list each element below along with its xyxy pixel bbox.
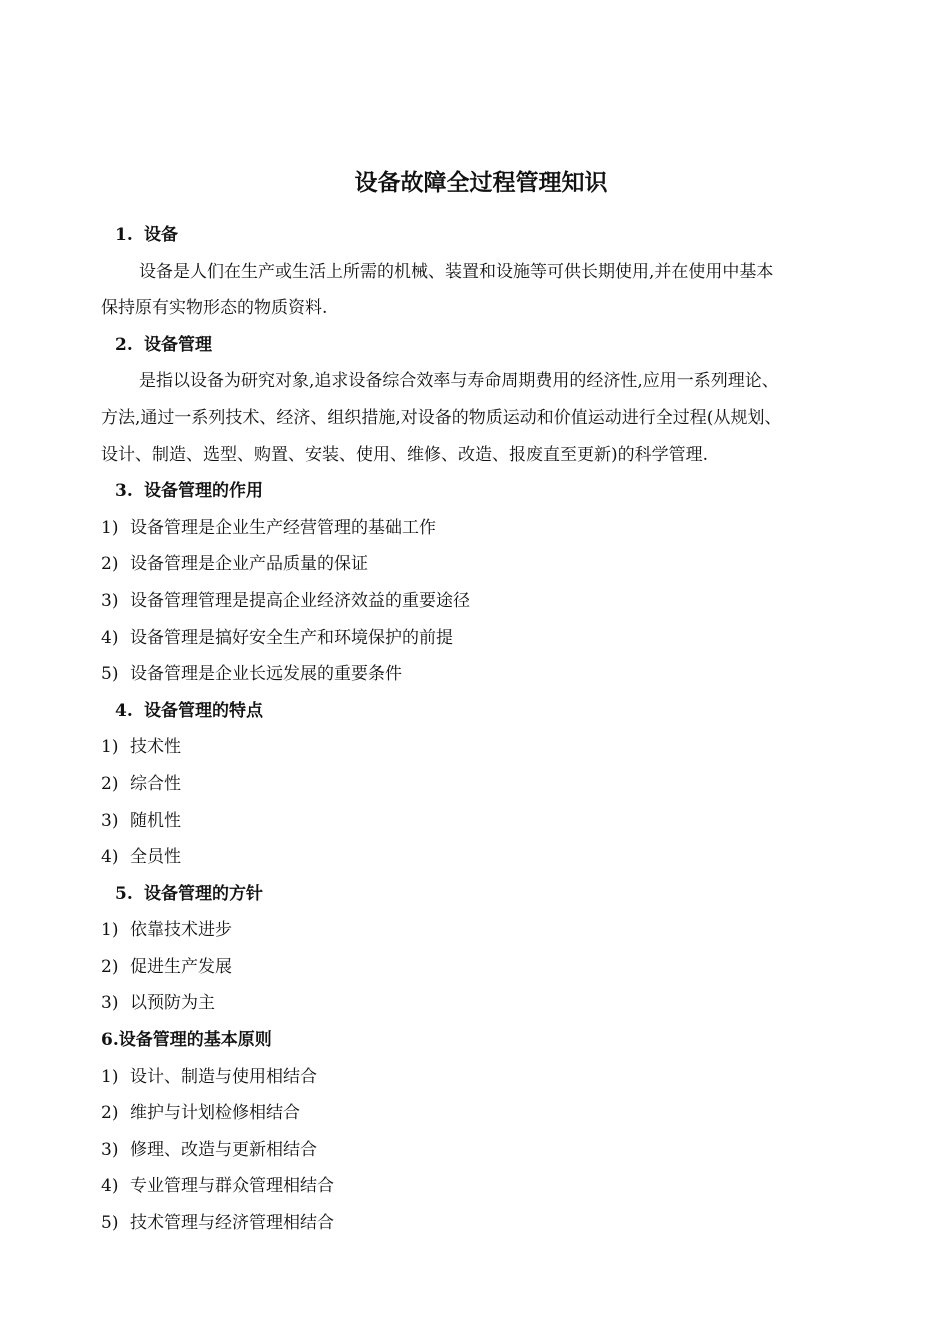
list-item-text: 促进生产发展 bbox=[130, 956, 232, 977]
paragraph-line bbox=[101, 290, 876, 327]
list-item-text: 设备管理是企业生产经营管理的基础工作 bbox=[130, 517, 436, 538]
list-item-number: 3) bbox=[101, 993, 119, 1014]
list-item-text: 全员性 bbox=[130, 847, 181, 868]
section-title: 设备管理的作用 bbox=[144, 481, 263, 502]
paragraph-text: 方法,通过一系列技术、经济、组织措施,对设备的物质运动和价值运动进行全过程(从规划、 bbox=[101, 407, 782, 428]
list-item-text: 设计、制造与使用相结合 bbox=[130, 1066, 317, 1087]
list-item bbox=[101, 620, 876, 657]
section-number: 2. bbox=[115, 334, 133, 355]
section-heading bbox=[101, 876, 876, 913]
list-item-text: 技术管理与经济管理相结合 bbox=[130, 1213, 334, 1234]
list-item-number: 3) bbox=[101, 1139, 119, 1160]
list-item-text: 修理、改造与更新相结合 bbox=[130, 1139, 317, 1160]
list-item-number: 5) bbox=[101, 664, 119, 685]
section-title: 设备管理的基本原则 bbox=[118, 1030, 272, 1051]
list-item bbox=[101, 729, 876, 766]
list-item-number: 2) bbox=[101, 773, 119, 794]
list-item bbox=[101, 1205, 876, 1242]
list-item-number: 4) bbox=[101, 847, 119, 868]
section-heading bbox=[101, 217, 876, 254]
section-number: 6. bbox=[101, 1030, 119, 1051]
paragraph-text: 设备是人们在生产或生活上所需的机械、装置和设施等可供长期使用,并在使用中基本 bbox=[139, 261, 774, 282]
list-item bbox=[101, 766, 876, 803]
list-item bbox=[101, 1059, 876, 1096]
section-number: 3. bbox=[115, 481, 133, 502]
document-body bbox=[101, 217, 876, 1242]
paragraph-line bbox=[101, 400, 876, 437]
paragraph-text: 是指以设备为研究对象,追求设备综合效率与寿命周期费用的经济性,应用一系列理论、 bbox=[139, 371, 779, 392]
paragraph-line bbox=[101, 254, 876, 291]
list-item-number: 3) bbox=[101, 810, 119, 831]
section-heading bbox=[101, 473, 876, 510]
list-item bbox=[101, 656, 876, 693]
list-item-number: 5) bbox=[101, 1213, 119, 1234]
document-title: 设备故障全过程管理知识 bbox=[354, 170, 608, 196]
list-item-number: 4) bbox=[101, 1176, 119, 1197]
list-item-text: 以预防为主 bbox=[130, 993, 215, 1014]
list-item-text: 专业管理与群众管理相结合 bbox=[130, 1176, 334, 1197]
list-item-number: 1) bbox=[101, 737, 119, 758]
list-item bbox=[101, 803, 876, 840]
list-item-number: 2) bbox=[101, 554, 119, 575]
paragraph-text: 设计、制造、选型、购置、安装、使用、维修、改造、报废直至更新)的科学管理. bbox=[101, 444, 709, 465]
list-item-number: 4) bbox=[101, 627, 119, 648]
list-item bbox=[101, 510, 876, 547]
section-title: 设备管理的方针 bbox=[144, 883, 263, 904]
paragraph-line bbox=[101, 437, 876, 474]
list-item-number: 3) bbox=[101, 590, 119, 611]
section-heading bbox=[101, 1022, 876, 1059]
section-number: 5. bbox=[115, 883, 133, 904]
list-item bbox=[101, 546, 876, 583]
list-item-text: 随机性 bbox=[130, 810, 181, 831]
list-item-number: 2) bbox=[101, 956, 119, 977]
section-title: 设备管理的特点 bbox=[144, 700, 263, 721]
list-item-number: 2) bbox=[101, 1103, 119, 1124]
list-item-text: 设备管理管理是提高企业经济效益的重要途径 bbox=[130, 590, 470, 611]
paragraph-text: 保持原有实物形态的物质资料. bbox=[101, 298, 328, 319]
section-heading bbox=[101, 327, 876, 364]
list-item-text: 技术性 bbox=[130, 737, 181, 758]
list-item-text: 综合性 bbox=[130, 773, 181, 794]
list-item bbox=[101, 912, 876, 949]
list-item bbox=[101, 985, 876, 1022]
list-item bbox=[101, 1095, 876, 1132]
section-number: 4. bbox=[115, 700, 133, 721]
list-item bbox=[101, 839, 876, 876]
list-item-number: 1) bbox=[101, 517, 119, 538]
list-item bbox=[101, 1132, 876, 1169]
section-title: 设备管理 bbox=[144, 334, 212, 355]
list-item bbox=[101, 1168, 876, 1205]
section-number: 1. bbox=[115, 225, 133, 245]
list-item-text: 依靠技术进步 bbox=[130, 920, 232, 941]
list-item-number: 1) bbox=[101, 1066, 119, 1087]
list-item-number: 1) bbox=[101, 920, 119, 941]
list-item bbox=[101, 949, 876, 986]
list-item-text: 设备管理是企业长远发展的重要条件 bbox=[130, 664, 402, 685]
list-item-text: 维护与计划检修相结合 bbox=[130, 1103, 300, 1124]
paragraph-line bbox=[101, 363, 876, 400]
list-item-text: 设备管理是企业产品质量的保证 bbox=[130, 554, 368, 575]
list-item bbox=[101, 583, 876, 620]
section-title: 设备 bbox=[144, 225, 178, 245]
section-heading bbox=[101, 693, 876, 730]
list-item-text: 设备管理是搞好安全生产和环境保护的前提 bbox=[130, 627, 453, 648]
